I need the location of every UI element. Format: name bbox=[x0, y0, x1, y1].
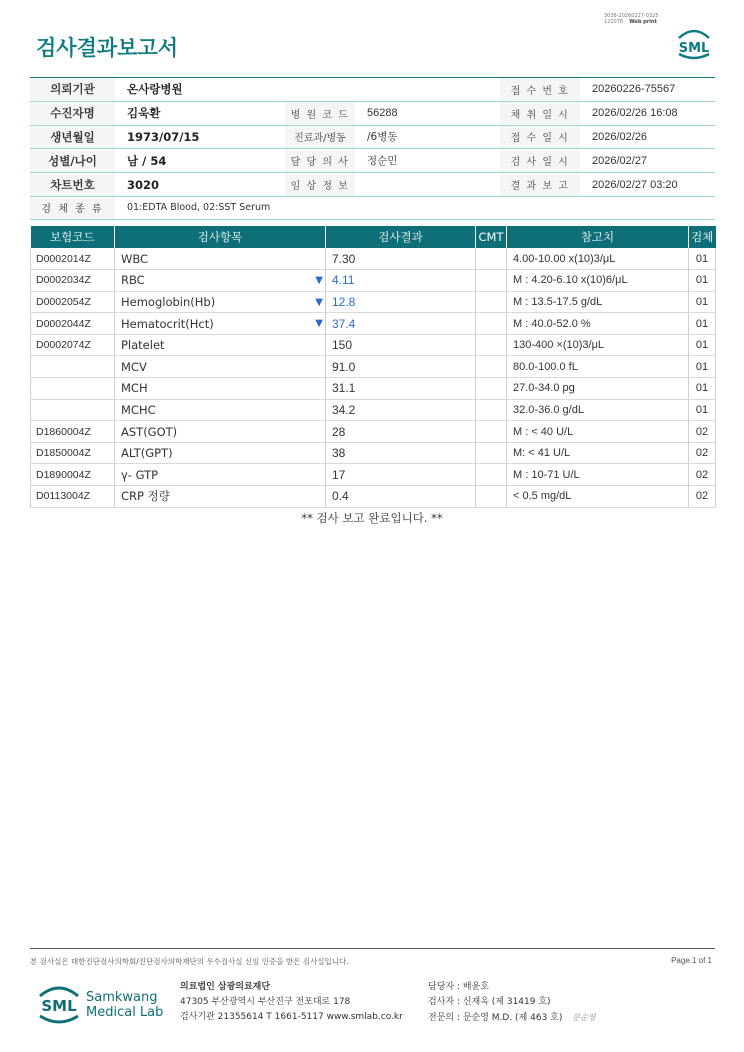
result-row bbox=[31, 248, 716, 270]
cmt-cell bbox=[476, 378, 507, 400]
staff-in-charge: 담당자 : 배윤호 bbox=[428, 982, 489, 992]
insurance-code-cell bbox=[31, 399, 115, 421]
doctor-value: 정순민 bbox=[355, 149, 500, 173]
test-result-cell: 150 bbox=[326, 334, 476, 356]
reference-range-cell: < 0.5 mg/dL bbox=[507, 486, 689, 508]
specimen-cell: 01 bbox=[689, 334, 716, 356]
receipt-no-value: 20260226-75567 bbox=[580, 78, 715, 102]
test-result-cell: 38 bbox=[326, 442, 476, 464]
test-result-cell: 4.11 bbox=[326, 270, 476, 292]
organization-info bbox=[180, 980, 403, 1025]
test-result-cell: 31.1 bbox=[326, 378, 476, 400]
reference-range-cell: 80.0-100.0 fL bbox=[507, 356, 689, 378]
specimen-cell: 01 bbox=[689, 291, 716, 313]
accreditation-note: 본 검사실은 대한진단검사의학회/진단검사의학재단의 우수검사실 신임 인증을 받은 검사실입니다. bbox=[30, 957, 349, 966]
result-row bbox=[31, 356, 716, 378]
sex-age-value: 남 / 54 bbox=[115, 149, 285, 173]
sml-footer-logo-icon bbox=[36, 980, 82, 1026]
test-result-cell: 0.4 bbox=[326, 486, 476, 508]
result-row bbox=[31, 378, 716, 400]
hospital-value: 온사랑병원 bbox=[115, 78, 500, 102]
test-item-cell bbox=[115, 464, 326, 486]
specimen-type-label: 검 체 종 류 bbox=[30, 196, 115, 219]
receive-date-value: 2026/02/26 bbox=[580, 125, 715, 149]
col-reference: 참고치 bbox=[507, 226, 689, 248]
test-result-cell: 28 bbox=[326, 421, 476, 443]
test-item-cell bbox=[115, 486, 326, 508]
collect-date-label: 채 취 일 시 bbox=[500, 101, 580, 125]
col-specimen: 검체 bbox=[689, 226, 716, 248]
organization-name: 의료법인 삼광의료재단 bbox=[180, 982, 271, 992]
patient-name-value: 김욱환 bbox=[115, 101, 285, 125]
web-print-label: Web print bbox=[629, 19, 657, 25]
insurance-code-cell: D1850004Z bbox=[31, 442, 115, 464]
test-result-cell: 7.30 bbox=[326, 248, 476, 270]
collect-date-value: 2026/02/26 16:08 bbox=[580, 101, 715, 125]
cmt-cell bbox=[476, 248, 507, 270]
specimen-cell: 01 bbox=[689, 248, 716, 270]
insurance-code-cell: D0002044Z bbox=[31, 313, 115, 335]
reference-range-cell: M : 13.5-17.5 g/dL bbox=[507, 291, 689, 313]
specimen-type-value: 01:EDTA Blood, 02:SST Serum bbox=[115, 196, 715, 219]
result-row bbox=[31, 270, 716, 292]
cmt-cell bbox=[476, 421, 507, 443]
reference-range-cell: 130-400 ×(10)3/μL bbox=[507, 334, 689, 356]
dept-label: 진료과/병동 bbox=[285, 125, 355, 149]
reference-range-cell: 4.00-10.00 x(10)3/μL bbox=[507, 248, 689, 270]
test-item-label: MCHC bbox=[121, 402, 156, 417]
test-result-cell: 34.2 bbox=[326, 399, 476, 421]
insurance-code-cell: D1890004Z bbox=[31, 464, 115, 486]
report-complete-message: ** 검사 보고 완료입니다. ** bbox=[301, 511, 443, 525]
test-item-cell bbox=[115, 421, 326, 443]
result-row bbox=[31, 486, 716, 508]
reference-range-cell: M : 10-71 U/L bbox=[507, 464, 689, 486]
specimen-cell: 02 bbox=[689, 421, 716, 443]
col-test-item: 검사항목 bbox=[115, 226, 326, 248]
document-code-line2: 121076 bbox=[604, 19, 624, 25]
document-code bbox=[604, 13, 659, 25]
chart-no-value: 3020 bbox=[115, 173, 285, 197]
test-item-label: MCV bbox=[121, 359, 147, 374]
birth-value: 1973/07/15 bbox=[115, 125, 285, 149]
patient-name-label: 수진자명 bbox=[30, 101, 115, 125]
svg-text:SML: SML bbox=[41, 997, 77, 1015]
birth-label: 생년월일 bbox=[30, 125, 115, 149]
organization-contact: 검사기관 21355614 T 1661-5117 www.smlab.co.kr bbox=[180, 1012, 403, 1022]
test-item-label: MCH bbox=[121, 381, 148, 396]
receipt-no-label: 접 수 번 호 bbox=[500, 78, 580, 102]
test-item-cell bbox=[115, 270, 326, 292]
sml-logo-icon bbox=[674, 26, 714, 60]
report-title: 검사결과보고서 bbox=[36, 36, 179, 60]
test-item-label: CRP 정량 bbox=[121, 489, 170, 504]
specimen-cell: 01 bbox=[689, 356, 716, 378]
test-result-cell: 37.4 bbox=[326, 313, 476, 335]
cmt-cell bbox=[476, 334, 507, 356]
results-table bbox=[30, 226, 716, 508]
organization-address: 47305 부산광역시 부산진구 전포대로 178 bbox=[180, 997, 351, 1007]
specimen-cell: 01 bbox=[689, 313, 716, 335]
col-test-result: 검사결과 bbox=[326, 226, 476, 248]
footer-divider bbox=[30, 948, 715, 949]
clinical-info-label: 임 상 정 보 bbox=[285, 173, 355, 197]
insurance-code-cell: D0002074Z bbox=[31, 334, 115, 356]
test-item-cell bbox=[115, 356, 326, 378]
low-flag-icon: ▼ bbox=[315, 296, 323, 308]
report-date-value: 2026/02/27 03:20 bbox=[580, 173, 715, 197]
page-number: Page 1 of 1 bbox=[671, 956, 712, 965]
result-row bbox=[31, 421, 716, 443]
reference-range-cell: 27.0-34.0 pg bbox=[507, 378, 689, 400]
reference-range-cell: M : < 40 U/L bbox=[507, 421, 689, 443]
cmt-cell bbox=[476, 270, 507, 292]
specimen-cell: 01 bbox=[689, 270, 716, 292]
result-row bbox=[31, 334, 716, 356]
hospital-label: 의뢰기관 bbox=[30, 78, 115, 102]
hospital-code-value: 56288 bbox=[355, 101, 500, 125]
test-item-cell bbox=[115, 248, 326, 270]
cmt-cell bbox=[476, 486, 507, 508]
result-row bbox=[31, 313, 716, 335]
test-item-label: RBC bbox=[121, 273, 145, 288]
result-row bbox=[31, 291, 716, 313]
document-code-line1: 3038-20260227-0325 bbox=[604, 13, 659, 19]
test-item-cell bbox=[115, 399, 326, 421]
test-date-value: 2026/02/27 bbox=[580, 149, 715, 173]
insurance-code-cell: D1860004Z bbox=[31, 421, 115, 443]
test-item-cell bbox=[115, 313, 326, 335]
test-item-label: Platelet bbox=[121, 338, 165, 353]
cmt-cell bbox=[476, 399, 507, 421]
cmt-cell bbox=[476, 291, 507, 313]
result-row bbox=[31, 464, 716, 486]
patient-info-table bbox=[30, 77, 715, 220]
svg-text:SML: SML bbox=[678, 41, 710, 56]
report-date-label: 결 과 보 고 bbox=[500, 173, 580, 197]
test-result-cell: 12.8 bbox=[326, 291, 476, 313]
insurance-code-cell: D0002054Z bbox=[31, 291, 115, 313]
specimen-cell: 01 bbox=[689, 378, 716, 400]
low-flag-icon: ▼ bbox=[315, 275, 323, 287]
specimen-cell: 02 bbox=[689, 442, 716, 464]
test-result-cell: 91.0 bbox=[326, 356, 476, 378]
test-item-cell bbox=[115, 378, 326, 400]
dept-value: /6병동 bbox=[355, 125, 500, 149]
reference-range-cell: M : 4.20-6.10 x(10)6/μL bbox=[507, 270, 689, 292]
staff-specialist: 전문의 : 문순영 M.D. (제 463 호) bbox=[428, 1013, 563, 1023]
insurance-code-cell: D0002034Z bbox=[31, 270, 115, 292]
brand-line2: Medical Lab bbox=[86, 1005, 164, 1020]
receive-date-label: 접 수 일 시 bbox=[500, 125, 580, 149]
test-item-label: γ- GTP bbox=[121, 467, 159, 482]
staff-info bbox=[428, 980, 596, 1026]
test-item-cell bbox=[115, 291, 326, 313]
reference-range-cell: M : 40.0-52.0 % bbox=[507, 313, 689, 335]
brand-line1: Samkwang bbox=[86, 990, 158, 1005]
specimen-cell: 01 bbox=[689, 399, 716, 421]
test-item-label: AST(GOT) bbox=[121, 424, 178, 439]
cmt-cell bbox=[476, 313, 507, 335]
specialist-signature: 문순영 bbox=[572, 1013, 596, 1022]
clinical-info-value bbox=[355, 173, 500, 197]
chart-no-label: 차트번호 bbox=[30, 173, 115, 197]
reference-range-cell: 32.0-36.0 g/dL bbox=[507, 399, 689, 421]
cmt-cell bbox=[476, 464, 507, 486]
cmt-cell bbox=[476, 356, 507, 378]
test-date-label: 검 사 일 시 bbox=[500, 149, 580, 173]
test-item-label: Hematocrit(Hct) bbox=[121, 316, 214, 331]
low-flag-icon: ▼ bbox=[315, 318, 323, 330]
col-cmt: CMT bbox=[476, 226, 507, 248]
test-result-cell: 17 bbox=[326, 464, 476, 486]
result-row bbox=[31, 442, 716, 464]
test-item-cell bbox=[115, 334, 326, 356]
reference-range-cell: M: < 41 U/L bbox=[507, 442, 689, 464]
test-item-label: Hemoglobin(Hb) bbox=[121, 294, 216, 309]
col-insurance-code: 보험코드 bbox=[31, 226, 115, 248]
specimen-cell: 02 bbox=[689, 464, 716, 486]
insurance-code-cell: D0002014Z bbox=[31, 248, 115, 270]
brand-name bbox=[86, 990, 163, 1020]
cmt-cell bbox=[476, 442, 507, 464]
insurance-code-cell: D0113004Z bbox=[31, 486, 115, 508]
result-row bbox=[31, 399, 716, 421]
test-item-cell bbox=[115, 442, 326, 464]
test-item-label: WBC bbox=[121, 251, 149, 266]
insurance-code-cell bbox=[31, 378, 115, 400]
hospital-code-label: 병 원 코 드 bbox=[285, 101, 355, 125]
specimen-cell: 02 bbox=[689, 486, 716, 508]
sex-age-label: 성별/나이 bbox=[30, 149, 115, 173]
insurance-code-cell bbox=[31, 356, 115, 378]
test-item-label: ALT(GPT) bbox=[121, 446, 173, 461]
staff-tester: 검사자 : 신재옥 (제 31419 호) bbox=[428, 997, 551, 1007]
doctor-label: 담 당 의 사 bbox=[285, 149, 355, 173]
